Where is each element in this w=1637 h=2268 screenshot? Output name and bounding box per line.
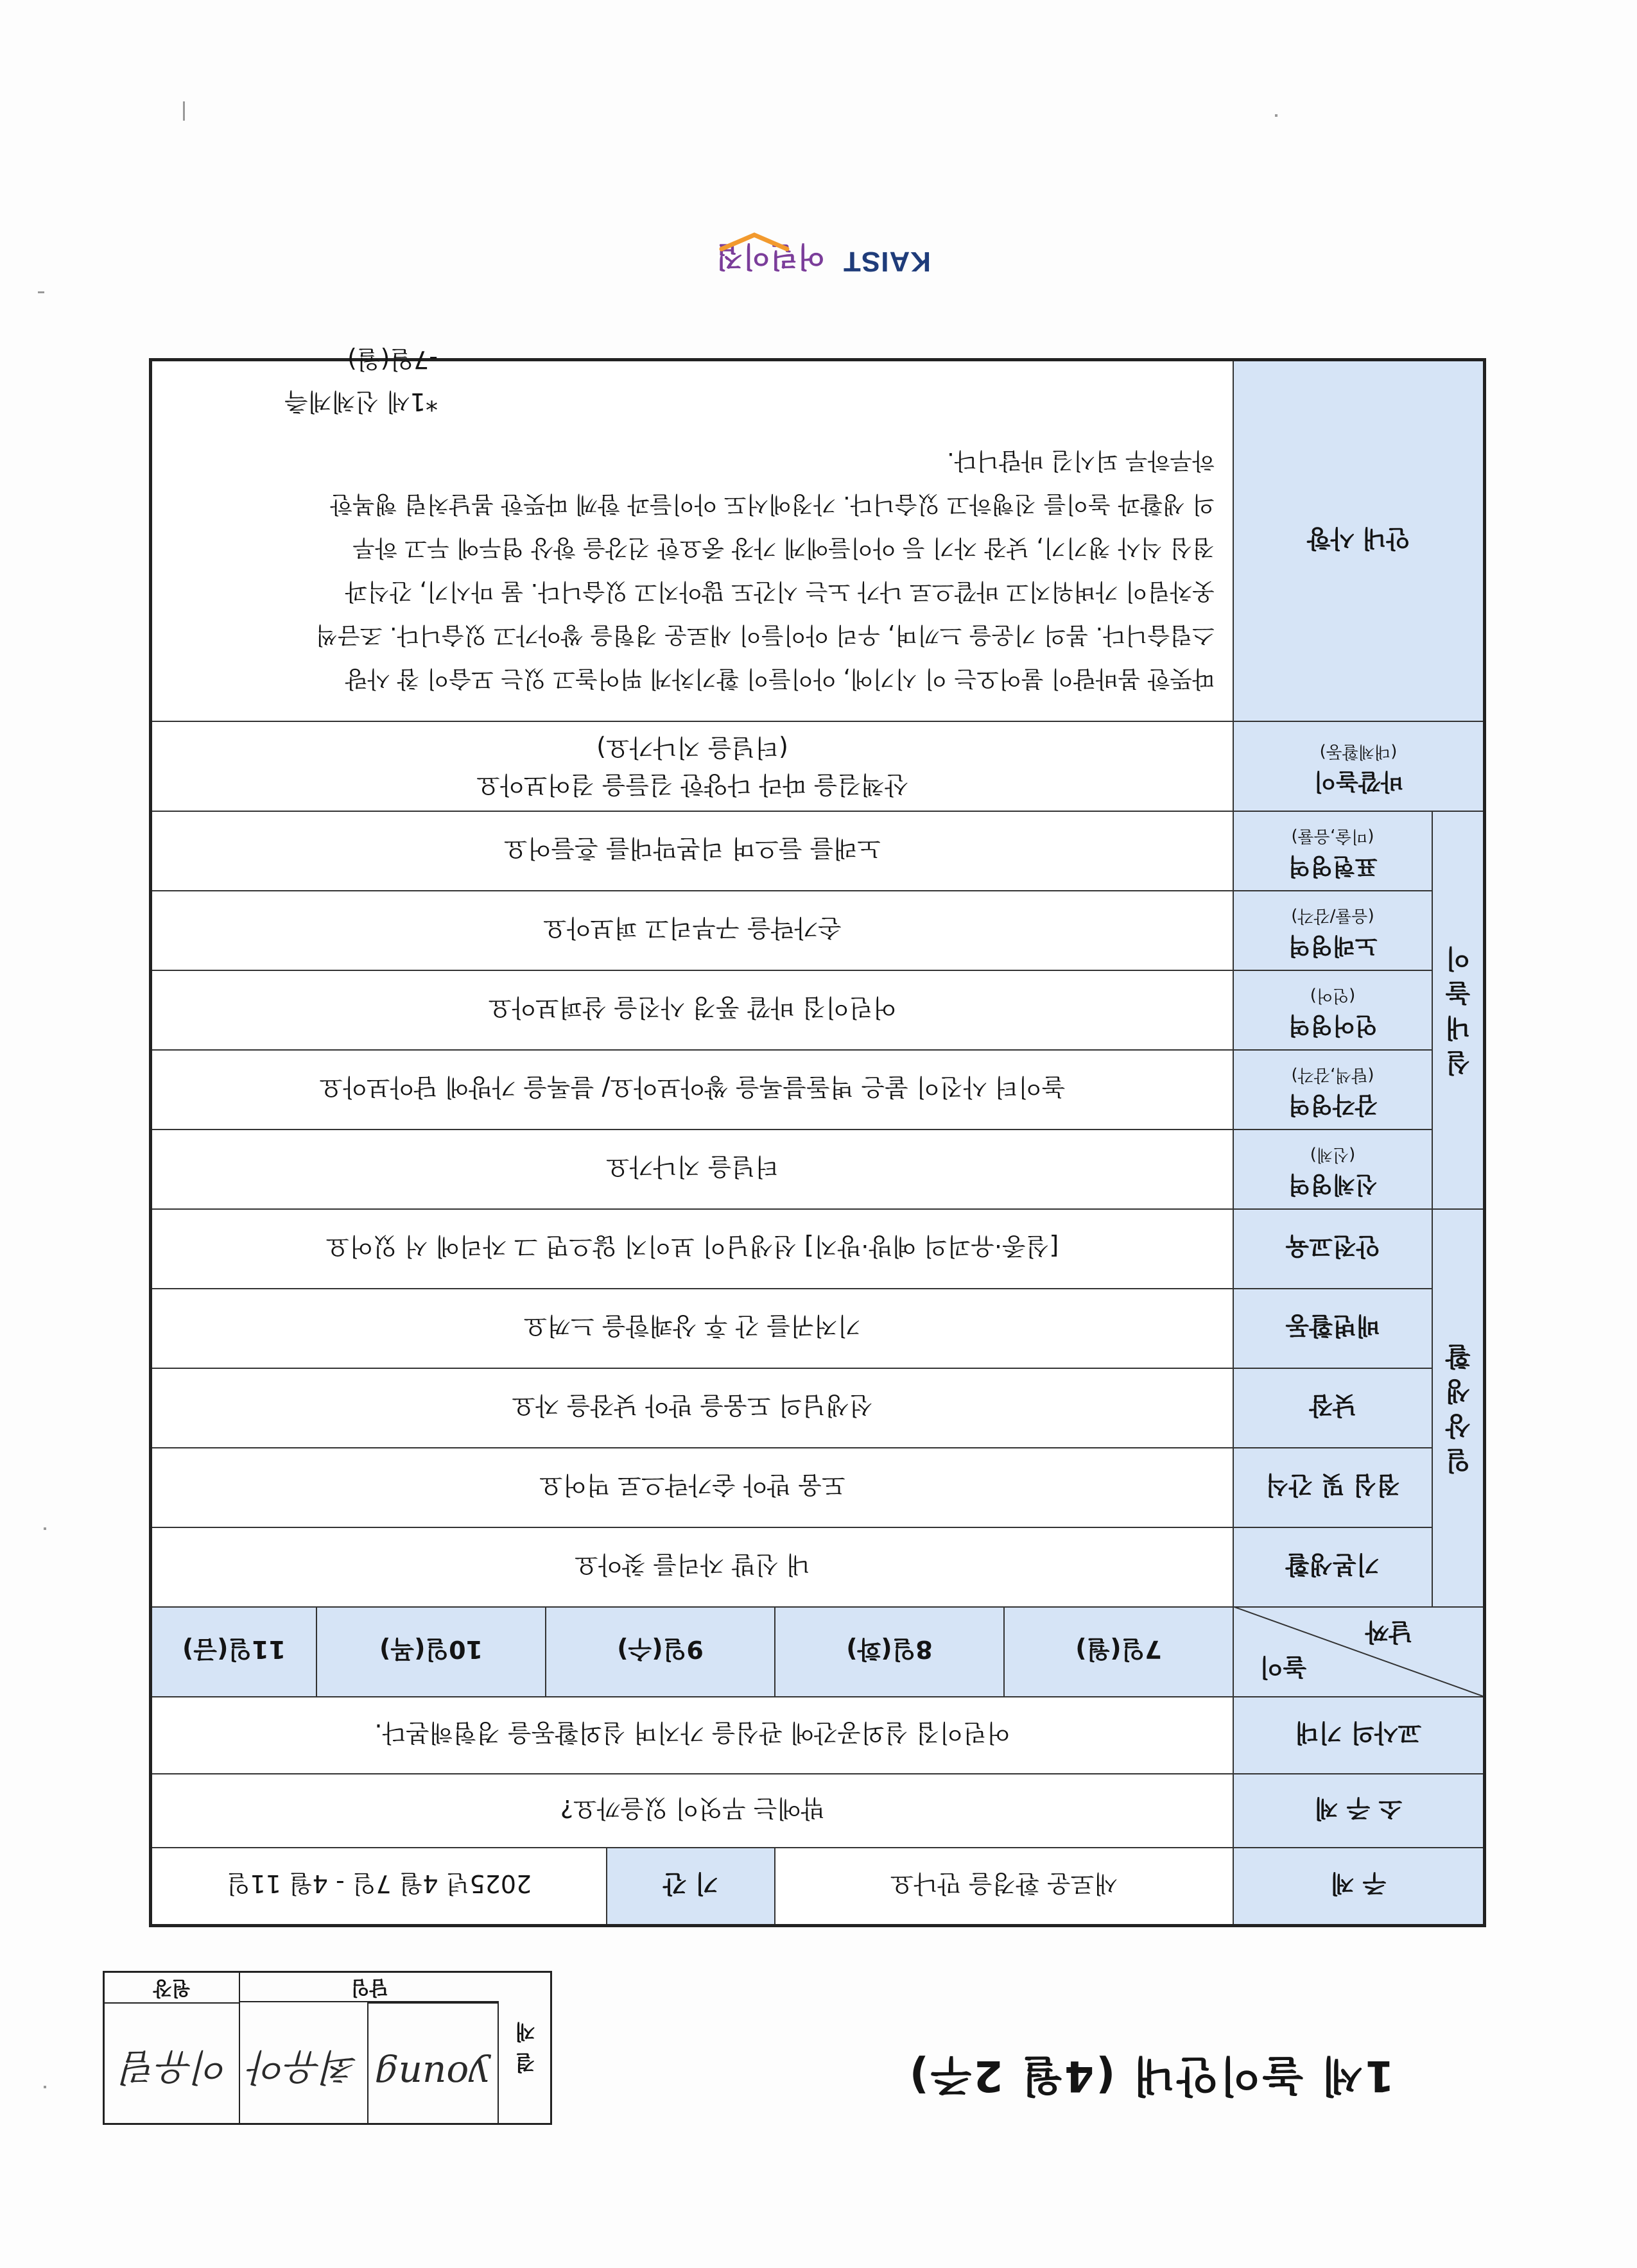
notice-extra-line: -7일(월) xyxy=(347,345,438,374)
logo-brand: KAIST xyxy=(843,246,931,277)
approval-signature: 이유림 xyxy=(121,2045,230,2089)
outdoor-content-text: 산책길을 따라 다양한 길들을 걸어보아요 xyxy=(476,771,908,799)
play-row-content xyxy=(152,811,1233,890)
approval-col-3 xyxy=(105,1973,239,2123)
theme-label-text: 주 제 xyxy=(1330,1869,1387,1898)
daily-row-label-text: 배변활동 xyxy=(1285,1312,1380,1341)
daily-row-content-text: 도움 받아 숟가락으로 먹어요 xyxy=(539,1471,845,1500)
daily-row-content xyxy=(152,1447,1233,1527)
play-row-label xyxy=(1233,970,1432,1049)
play-row-content-text: 터널을 지나가요 xyxy=(605,1153,779,1181)
theme-label xyxy=(1233,1847,1483,1924)
approval-signature: 최유아 xyxy=(250,2045,358,2089)
weekly-plan-table xyxy=(149,345,1486,1927)
period-label xyxy=(606,1847,774,1924)
play-row-label-text: 감각영역 xyxy=(1288,1092,1378,1118)
approval-merged-label xyxy=(239,1973,499,2002)
day-text: 10일(목) xyxy=(379,1635,483,1664)
corner-top-text: 놀이 xyxy=(1260,1653,1307,1681)
scan-speck xyxy=(44,2086,46,2088)
goal-value-text: 어린이집 실외공간에 관심을 가지며 실외활동을 경험해본다. xyxy=(374,1719,1010,1748)
notice-label xyxy=(1233,361,1483,721)
goal-label-text: 교사의 기대 xyxy=(1295,1719,1422,1748)
play-row-sub-text: (탐색,감각) xyxy=(1291,1065,1374,1085)
notice-extra-line: *1세 신체계측 xyxy=(284,388,438,416)
daily-row-label xyxy=(1233,1368,1432,1447)
daily-row-label xyxy=(1233,1447,1432,1527)
play-row-label xyxy=(1233,1049,1432,1129)
play-row-content-text: 어린이집 바깥 풍경 사진을 살펴보아요 xyxy=(488,993,897,1022)
play-group-text: 실내놀이 xyxy=(1445,943,1471,1077)
goal-value xyxy=(152,1696,1233,1773)
outdoor-label-text: 바깥놀이 xyxy=(1313,768,1403,795)
play-row-sub-text: (음률/감각) xyxy=(1291,906,1374,925)
notice-line: 하루하루 되시길 바랍니다. xyxy=(947,447,1215,474)
daily-row-content-text: 내 신발 자리를 찾아요 xyxy=(575,1551,810,1579)
day-thursday xyxy=(316,1606,545,1696)
play-row-sub-text: (언어) xyxy=(1310,986,1356,1005)
subtheme-value-text: 밖에는 무엇이 있을까요? xyxy=(560,1794,825,1823)
outdoor-content-sub-text: (터널을 지나가요) xyxy=(596,734,788,762)
play-row-content xyxy=(152,890,1233,970)
play-row-label xyxy=(1233,1129,1432,1208)
daily-life-group-text: 일상생활 xyxy=(1445,1341,1471,1475)
daily-row-label-text: 점심 및 간식 xyxy=(1265,1471,1400,1500)
period-value xyxy=(152,1847,606,1924)
day-wednesday xyxy=(545,1606,774,1696)
period-value-text: 2025년 4월 7일 - 4월 11일 xyxy=(226,1869,532,1898)
notice-line: 옷차림이 가벼워지고 바깥으로 나가 노는 시간도 많아지고 있습니다. 물 마시기, 간식과 xyxy=(345,578,1215,605)
play-row-label-text: 신체영역 xyxy=(1288,1171,1378,1198)
notice-content xyxy=(152,345,1233,721)
kaist-logo xyxy=(700,232,931,284)
play-row-content-text: 손가락을 구부리고 펴보아요 xyxy=(543,914,842,943)
notice-line: 점심 식사 챙기기, 낮잠 자기 등 아이들에게 가장 중요한 건강을 항상 염두에 두고 하루 xyxy=(352,535,1215,561)
day-text: 8일(화) xyxy=(846,1635,933,1664)
outdoor-sub-text: (대체활동) xyxy=(1319,742,1398,761)
daily-row-label-text: 낮잠 xyxy=(1309,1391,1356,1420)
play-row-label-text: 표현영역 xyxy=(1288,853,1378,879)
daily-life-group xyxy=(1432,1208,1483,1606)
daily-row-content-text: 선생님의 도움을 받아 낮잠을 자요 xyxy=(512,1391,873,1420)
daily-row-content-text: [실종·유괴의 예방·방지] 선생님이 보이지 않으면 그 자리에 서 있어요 xyxy=(325,1232,1059,1261)
notice-line: 따뜻한 봄바람이 불어오는 이 시기에, 아이들이 활기차게 뛰어놀고 있는 모습이 참 사랑 xyxy=(345,666,1215,692)
outdoor-content xyxy=(152,721,1233,811)
day-monday xyxy=(1003,1606,1233,1696)
notice-text-block xyxy=(284,338,1215,700)
daily-row-content xyxy=(152,1288,1233,1368)
approval-side-text: 결 재 xyxy=(515,2020,535,2075)
day-text: 11일(금) xyxy=(182,1635,286,1664)
play-row-label xyxy=(1233,890,1432,970)
play-row-content xyxy=(152,1049,1233,1129)
daily-row-content xyxy=(152,1208,1233,1288)
schedule-corner xyxy=(1233,1606,1483,1696)
play-row-label-text: 노래영역 xyxy=(1288,932,1378,959)
notice-line: 스럽습니다. 봄의 기운을 느끼며, 우리 아이들이 새로운 경험을 쌓아가고 있습니다. 조금씩 xyxy=(315,622,1215,648)
approval-merged-label-text: 담임 xyxy=(351,1976,388,1998)
day-tuesday xyxy=(774,1606,1003,1696)
goal-label xyxy=(1233,1696,1483,1773)
daily-row-label-text: 안전교육 xyxy=(1285,1232,1380,1261)
play-row-content xyxy=(152,970,1233,1049)
theme-value-text: 새로운 환경을 만나요 xyxy=(890,1869,1118,1898)
play-row-label xyxy=(1233,811,1432,890)
day-friday xyxy=(152,1606,316,1696)
daily-row-label xyxy=(1233,1208,1432,1288)
play-row-content xyxy=(152,1129,1233,1208)
scan-speck xyxy=(44,1527,46,1530)
play-row-content-text: 놀이터 사진이 붙은 벽돌블록을 쌓아보아요/ 블록을 가방에 담아보아요 xyxy=(319,1073,1066,1102)
approval-col-label: 원장 xyxy=(105,1973,239,2004)
approval-side-label xyxy=(498,1973,550,2123)
day-text: 7일(월) xyxy=(1075,1635,1162,1664)
notice-line: 의 생활과 놀이를 진행하고 있습니다. 가정에서도 아이들과 함께 따뜻한 봄날처럼 행복한 xyxy=(330,491,1215,517)
play-row-label-text: 언어영역 xyxy=(1288,1012,1378,1038)
daily-row-content xyxy=(152,1368,1233,1447)
subtheme-label-text: 소 주 제 xyxy=(1314,1794,1403,1823)
subtheme-label xyxy=(1233,1773,1483,1847)
logo-name: 어린이집 xyxy=(715,240,825,273)
logo-roof-icon xyxy=(719,232,790,253)
play-row-content-text: 노래를 들으며 리본막대를 흔들어요 xyxy=(504,834,881,863)
daily-row-label-text: 기본생활 xyxy=(1285,1551,1380,1579)
scan-speck xyxy=(38,291,44,293)
corner-bottom-text: 날짜 xyxy=(1365,1618,1412,1646)
daily-row-label xyxy=(1233,1527,1432,1606)
subtheme-value xyxy=(152,1773,1233,1847)
theme-value xyxy=(774,1847,1233,1924)
period-label-text: 기 간 xyxy=(663,1869,719,1898)
scan-speck xyxy=(183,101,185,121)
daily-row-content-text: 기저귀를 간 후 상쾌함을 느껴요 xyxy=(523,1312,862,1341)
daily-row-content xyxy=(152,1527,1233,1606)
approval-signature: young xyxy=(374,2054,490,2097)
day-text: 9일(수) xyxy=(617,1635,704,1664)
page-title: 1세 놀이안내 (4월 2주) xyxy=(907,2051,1394,2100)
play-group xyxy=(1432,811,1483,1208)
outdoor-label xyxy=(1233,721,1483,811)
daily-row-label xyxy=(1233,1288,1432,1368)
approval-box xyxy=(103,1971,552,2125)
notice-extra xyxy=(284,338,438,423)
notice-label-text: 안내 사항 xyxy=(1306,524,1410,553)
play-row-sub-text: (신체) xyxy=(1310,1145,1356,1164)
scan-speck xyxy=(1275,114,1278,117)
play-row-sub-text: (미술,음률) xyxy=(1291,827,1374,846)
